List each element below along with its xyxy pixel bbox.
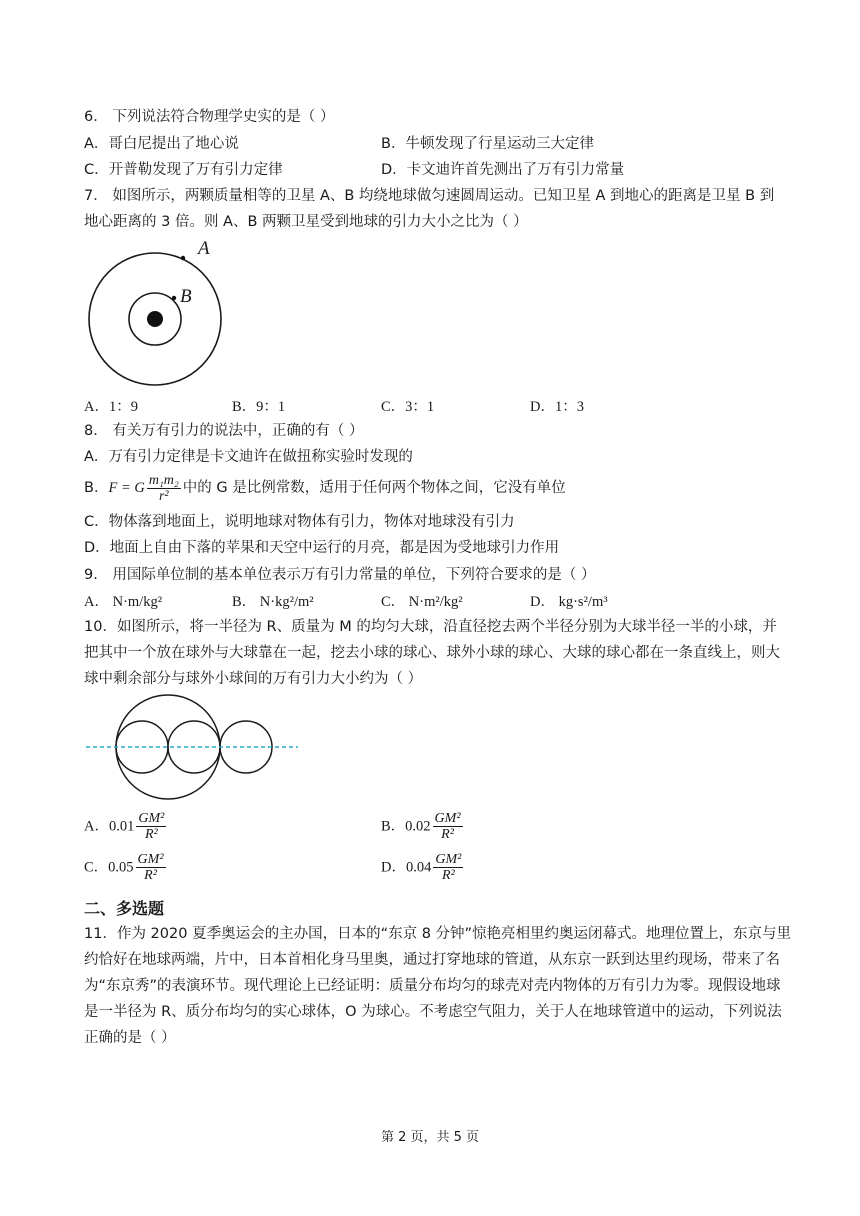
gravitation-formula-lhs: F = G [108,480,145,496]
q7-stem-line1: 7． 如图所示，两颗质量相等的卫星 A、B 均绕地球做匀速圆周运动。已知卫星 A 到地心的距离是卫星 B 到 [84,188,775,204]
q11-line5: 正确的是（ ） [84,1030,176,1046]
gravitation-formula-denominator: r² [158,488,169,504]
q7-option-b: B．9：1 [232,399,286,415]
q10-stem-line3: 球中剩余部分与球外小球间的万有引力大小约为（ ） [84,671,423,687]
q6-option-b: B．牛顿发现了行星运动三大定律 [381,136,594,152]
q11-line4: 是一半径为 R、质分布均匀的实心球体，O 为球心。不考虑空气阻力，关于人在地球管道中的运动，下列说法 [84,1004,782,1020]
satellite-b-dot [172,296,176,300]
q10-option-b-fraction [433,811,463,842]
section-title-multiple-choice: 二、多选题 [84,899,165,918]
satellite-a-label: A [198,238,210,259]
q10-option-a-fraction [136,811,166,842]
q10-option-d-label: D．0.04 [381,859,432,876]
q6-stem: 6． 下列说法符合物理学史实的是（ ） [84,109,335,125]
q10-option-a [84,811,168,842]
q10-option-d [381,852,465,883]
page-footer: 第 2 页，共 5 页 [380,1130,480,1145]
q10-option-b [381,811,465,842]
q8-option-a: A．万有引力定律是卡文迪许在做扭称实验时发现的 [84,449,413,465]
q6-option-c: C．开普勒发现了万有引力定律 [84,162,283,178]
q9-option-c: C． N·m²/kg² [381,594,463,610]
q8-option-b-text: 中的 G 是比例常数，适用于任何两个物体之间，它没有单位 [182,480,566,496]
orbit-diagram [80,232,240,392]
fraction-denominator: R² [441,827,454,842]
q11-line1: 11．作为 2020 夏季奥运会的主办国，日本的“东京 8 分钟”惊艳亮相里约奥运闭幕式。地理位置上，东京与里 [84,926,792,942]
q10-option-c-fraction [136,852,166,883]
q7-option-a: A．1：9 [84,399,138,415]
q9-option-b: B． N·kg²/m² [232,594,314,610]
q10-option-c [84,852,168,883]
gravitation-formula-fraction [147,473,181,504]
q10-option-d-fraction [433,852,463,883]
fraction-denominator: R² [144,868,157,883]
q10-stem-line1: 10．如图所示，将一半径为 R、质量为 M 的均匀大球，沿直径挖去两个半径分别为大球半径一半的小球，并 [84,619,777,635]
q6-option-a: A．哥白尼提出了地心说 [84,136,239,152]
fraction-numerator: GM² [434,811,461,826]
earth-dot [147,311,163,327]
q6-option-d: D．卡文迪许首先测出了万有引力常量 [381,162,625,178]
fraction-denominator: R² [144,827,158,842]
q7-option-d: D．1：3 [530,399,584,415]
q10-stem-line2: 把其中一个放在球外与大球靠在一起，挖去小球的球心、球外小球的球心、大球的球心都在一条直线上，则大 [84,645,780,661]
q10-option-c-label: C．0.05 [84,859,134,876]
q9-option-a: A． N·m/kg² [84,594,163,610]
satellite-a-dot [181,256,185,260]
fraction-numerator: GM² [435,852,462,867]
q8-option-c: C．物体落到地面上，说明地球对物体有引力，物体对地球没有引力 [84,514,515,530]
q11-line3: 为“东京秀”的表演环节。现代理论上已经证明：质量分布均匀的球壳对壳内物体的万有引力为零。现假设地球 [84,978,781,994]
fraction-numerator: GM² [138,811,165,826]
q7-stem-line2: 地心距离的 3 倍。则 A、B 两颗卫星受到地球的引力大小之比为（ ） [84,214,528,230]
q9-stem: 9． 用国际单位制的基本单位表示万有引力常量的单位，下列符合要求的是（ ） [84,567,596,583]
gravitation-formula-numerator: m₁m₂ [148,472,179,488]
satellite-b-label: B [180,286,192,307]
q8-stem: 8． 有关万有引力的说法中，正确的有（ ） [84,423,364,439]
q10-option-a-label: A．0.01 [84,818,135,835]
fraction-denominator: R² [441,868,455,883]
fraction-numerator: GM² [137,852,164,867]
spheres-diagram [80,690,310,805]
q8-option-b [84,472,566,504]
q8-option-d: D．地面上自由下落的苹果和天空中运行的月亮，都是因为受地球引力作用 [84,540,560,556]
q10-option-b-label: B．0.02 [381,818,431,835]
q9-option-d: D． kg·s²/m³ [530,594,608,610]
q11-line2: 约恰好在地球两端，片中，日本首相化身马里奥，通过打穿地球的管道，从东京一跃到达里约现场，带来了名 [84,952,780,968]
q7-option-c: C．3：1 [381,399,435,415]
q8-option-b-prefix: B． [84,480,109,496]
